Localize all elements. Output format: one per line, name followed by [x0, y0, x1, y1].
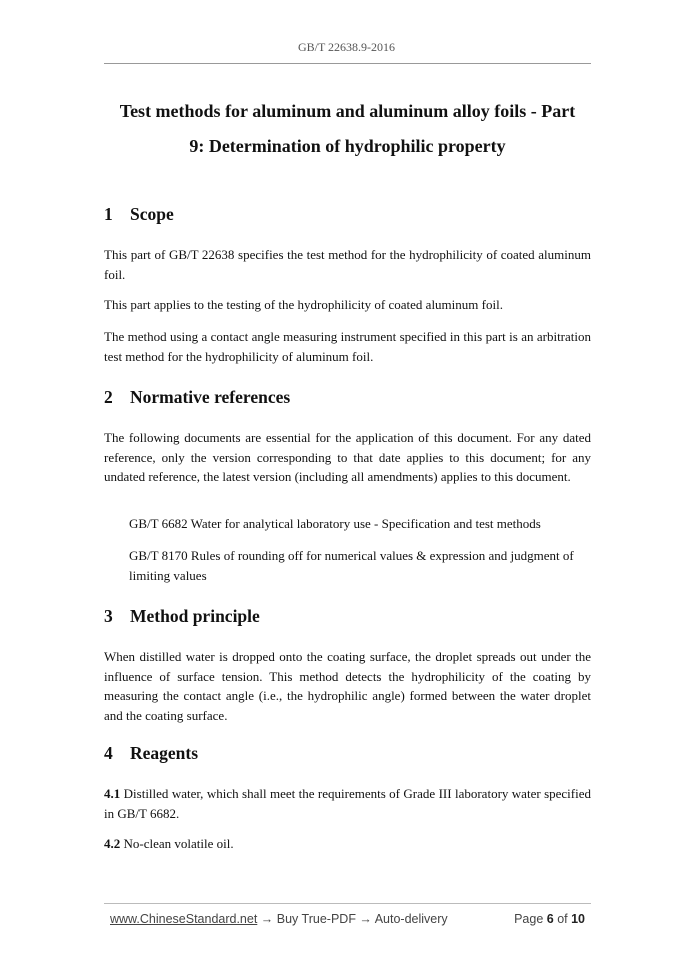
- reagent-item-4-1: [104, 784, 591, 823]
- arrow-right-icon: →: [355, 912, 375, 926]
- reference-gbt-6682: GB/T 6682 Water for analytical laboratory use - Specification and test methods: [129, 516, 541, 531]
- auto-delivery-text: Auto-delivery: [374, 912, 448, 926]
- current-page: 6: [546, 912, 554, 926]
- normative-paragraph: The following documents are essential for the application of this document. For any dated reference, only the version corresponding to that date applies to this document; for any undated reference, the latest version (including all amendments) applies to this document.: [104, 430, 591, 484]
- of-label: of: [553, 912, 572, 926]
- reference-gbt-8170: GB/T 8170 Rules of rounding off for numerical values & expression and judgment of limiting values: [129, 548, 574, 583]
- section-heading-method-principle: [104, 605, 591, 627]
- page-label: Page: [514, 912, 547, 926]
- running-header: GB/T 22638.9-2016: [297, 40, 396, 54]
- title-line-2: 9: Determination of hydrophilic property: [189, 136, 506, 156]
- arrow-right-icon: →: [257, 912, 277, 926]
- scope-paragraph-1: This part of GB/T 22638 specifies the test method for the hydrophilicity of coated aluminum foil.: [104, 247, 591, 282]
- section-number: 1: [104, 204, 113, 224]
- header-divider: [104, 63, 591, 64]
- section-title: Reagents: [130, 743, 199, 763]
- buy-pdf-link[interactable]: Buy True-PDF: [276, 912, 356, 926]
- principle-paragraph: When distilled water is dropped onto the coating surface, the droplet spreads out under the influence of surface tension. This method detects the hydrophilicity of the coating by measuring the contact angle (i.e., the hydrophilic angle) formed between the water droplet and the coating surface.: [104, 649, 591, 723]
- footer-links: [110, 912, 448, 926]
- document-title: [104, 94, 591, 164]
- clause-number: 4.1: [104, 786, 121, 801]
- section-number: 4: [104, 743, 113, 763]
- title-line-1: Test methods for aluminum and aluminum alloy foils - Part: [119, 101, 576, 121]
- section-heading-reagents: [104, 742, 591, 764]
- footer-divider: [104, 903, 591, 904]
- scope-paragraph-3: The method using a contact angle measuring instrument specified in this part is an arbitration test method for the hydrophilicity of aluminum foil.: [104, 329, 591, 364]
- reagent-item-4-2: [104, 834, 591, 854]
- section-heading-scope: [104, 203, 591, 225]
- clause-number: 4.2: [104, 836, 121, 851]
- total-pages: 10: [571, 912, 585, 926]
- clause-text: No-clean volatile oil.: [120, 836, 234, 851]
- section-number: 2: [104, 387, 113, 407]
- section-title: Normative references: [130, 387, 291, 407]
- section-heading-normative-references: [104, 386, 591, 408]
- clause-text: Distilled water, which shall meet the requirements of Grade III laboratory water specified in GB/T 6682.: [104, 786, 591, 821]
- page-number: [514, 912, 585, 926]
- scope-paragraph-2: This part applies to the testing of the hydrophilicity of coated aluminum foil.: [104, 297, 503, 312]
- section-title: Scope: [130, 204, 174, 224]
- section-number: 3: [104, 606, 113, 626]
- section-title: Method principle: [130, 606, 260, 626]
- site-link[interactable]: www.ChineseStandard.net: [110, 912, 258, 926]
